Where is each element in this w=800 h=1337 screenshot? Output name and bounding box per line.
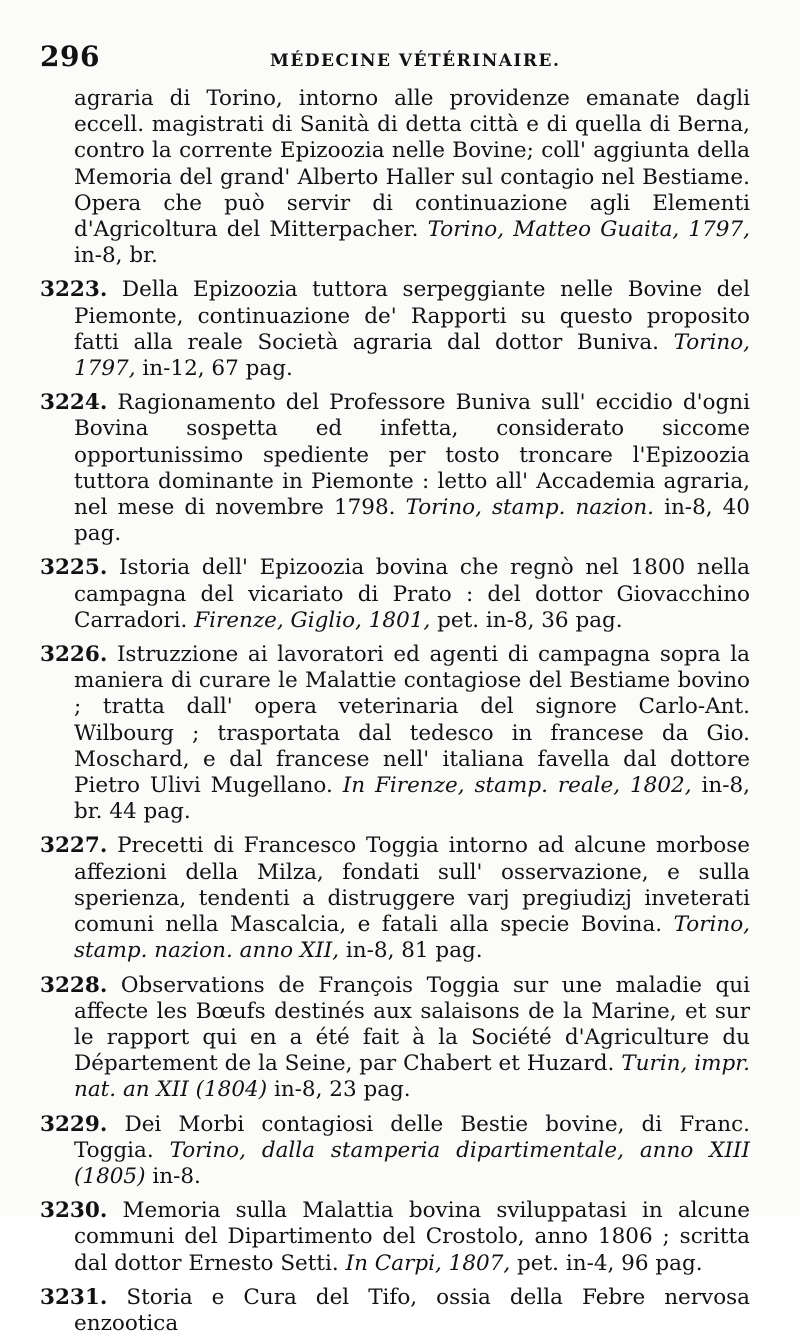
entry-text: Dei Morbi contagiosi delle Bestie bovine, di Franc. Toggia. — [74, 1111, 750, 1163]
entry-number: 3225. — [40, 555, 108, 581]
entry-number: 3224. — [40, 390, 108, 416]
bibliography-entry — [40, 277, 750, 382]
entry-text: Storia e Cura del Tifo, ossia della Febre nervosa enzootica — [74, 1284, 750, 1336]
entry-imprint: Turin, impr. nat. an XII (1804) — [74, 1051, 750, 1103]
entry-number: 3228. — [40, 972, 108, 998]
entry-imprint: Torino, 1797, — [74, 329, 750, 382]
entry-extent: in-12, 67 pag. — [142, 356, 293, 382]
bibliography-entry — [40, 1198, 750, 1277]
entry-text: Della Epizoozia tuttora serpeggiante nelle Bovine del Piemonte, continuazione de' Rapporti su questo proposito fatti alla reale Società agraria dal dottor Buniva. — [74, 277, 750, 355]
entry-imprint: Torino, dalla stamperia dipartimentale, anno XIII (1805) — [74, 1137, 750, 1189]
entry-number: 3229. — [40, 1111, 108, 1137]
bibliography-entries — [40, 86, 750, 1337]
entry-number: 3230. — [40, 1198, 108, 1224]
bibliography-entry — [40, 86, 750, 269]
bibliography-entry — [40, 1112, 750, 1191]
entry-text: Memoria sulla Malattia bovina sviluppatasi in alcune communi del Dipartimento del Crostolo, anno 1806 ; scritta dal dottor Ernesto Setti. — [74, 1198, 750, 1276]
entry-text: Istruzzione ai lavoratori ed agenti di campagna sopra la maniera di curare le Malattie contagiose del Bestiame bovino ; tratta dall' opera veterinaria del signore Carlo-Ant. Wilbourg ; trasportata dal tedesco in francese da Gio. Moschard, e dal francese nell' italiana favella dal dottore Pietro Ulivi Mugellano. — [74, 642, 750, 799]
entry-extent: pet. in-4, 96 pag. — [517, 1250, 703, 1276]
entry-extent: in-8. — [152, 1163, 201, 1189]
entry-imprint: In Carpi, 1807, — [345, 1250, 511, 1276]
bibliography-entry — [40, 390, 750, 547]
entry-number: 3231. — [40, 1284, 108, 1310]
entry-extent: pet. in-8, 36 pag. — [437, 607, 623, 633]
entry-text: Observations de François Toggia sur une maladie qui affecte les Bœufs destinés aux salaisons de la Marine, et sur le rapport qui en a été fait à la Société d'Agriculture du Département de la Seine, par Chabert et Huzard. — [74, 972, 750, 1077]
entry-extent: in-8, br. — [74, 243, 158, 269]
running-title: MÉDECINE VÉTÉRINAIRE. — [270, 51, 561, 71]
entry-text: agraria di Torino, intorno alle providenze emanate dagli eccell. magistrati di Sanità di detta città e di quella di Berna, contro la corrente Epizoozia nelle Bovine; coll' aggiunta della Memoria del grand' Alberto Haller sul contagio nel Bestiame. Opera che può servir di continuazione agli Elementi d'Agricoltura del Mitterpacher. — [74, 86, 750, 243]
entry-imprint: Torino, Matteo Guaita, 1797, — [427, 217, 750, 243]
bibliography-entry — [40, 973, 750, 1104]
entry-number: 3226. — [40, 642, 108, 668]
bibliography-entry — [40, 555, 750, 634]
entry-imprint: Firenze, Giglio, 1801, — [194, 607, 431, 633]
entry-text: Precetti di Francesco Toggia intorno ad alcune morbose affezioni della Milza, fondati sull' osservazione, e sulla sperienza, tendenti a distruggere varj pregiudizj inveterati comuni nella Mascalcia, e fatali alla specie Bovina. — [74, 833, 750, 938]
entry-text: Istoria dell' Epizoozia bovina che regnò nel 1800 nella campagna del vicariato di Prato : del dottor Giovacchino Carradori. — [74, 555, 750, 633]
entry-extent: in-8, br. 44 pag. — [74, 773, 750, 825]
entry-extent: in-8, 23 pag. — [273, 1077, 411, 1103]
page-number: 296 — [40, 40, 100, 73]
entry-imprint: In Firenze, stamp. reale, 1802, — [342, 773, 692, 799]
entry-number: 3223. — [40, 277, 108, 303]
bibliography-entry — [40, 1285, 750, 1337]
entry-extent: in-8, 40 pag. — [74, 495, 750, 547]
entry-text: Ragionamento del Professore Buniva sull' eccidio d'ogni Bovina sospetta ed infetta, considerato siccome opportunissimo spediente per tosto troncare l'Epizoozia tuttora dominante in Piemonte : letto all' Accademia agraria, nel mese di novembre 1798. — [74, 390, 750, 521]
entry-number: 3227. — [40, 833, 108, 859]
page-header — [40, 40, 750, 80]
bibliography-entry — [40, 642, 750, 825]
entry-imprint: Torino, stamp. nazion. — [405, 495, 655, 521]
entry-extent: in-8, 81 pag. — [345, 938, 483, 964]
entry-imprint: Torino, stamp. nazion. anno XII, — [74, 912, 750, 964]
bibliography-entry — [40, 833, 750, 964]
